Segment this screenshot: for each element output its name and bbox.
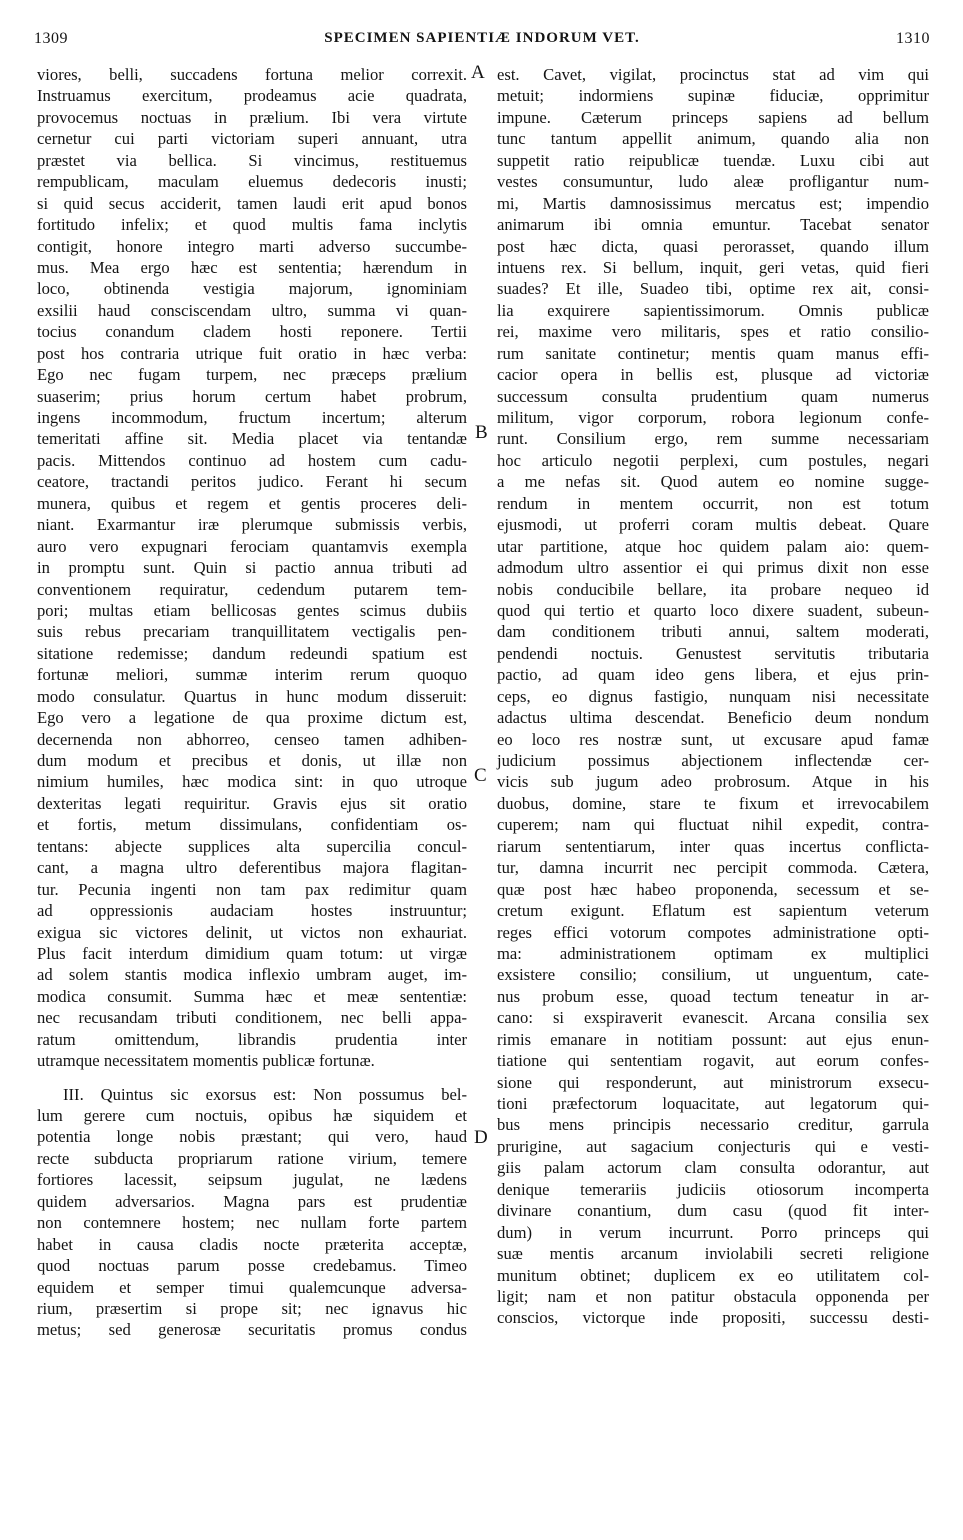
text-line: divinare conantium, dum casu (quod fit inter- <box>497 1201 929 1221</box>
text-line: rei, maxime vero militaris, spes et ratio consilio- <box>497 322 929 342</box>
text-line: exigua sic victores delinit, ut victos non exhauriat. <box>37 922 467 942</box>
text-line: fortiores lacessit, seipsum jugulat, ne lædens <box>37 1170 467 1190</box>
text-line: tentans: abjecte supplices alta supercilia concul- <box>37 836 467 856</box>
text-line: decernenda non abhorreo, censeo tamen adhiben- <box>37 729 467 749</box>
text-line: quod qui tertio et quarto loco dixere suadent, subeun- <box>497 600 929 620</box>
text-line: modica consumit. Summa hæc et meæ sententiæ: <box>37 986 467 1006</box>
text-line: mus. Mea ergo hæc est sententia; hærendum in <box>37 257 467 277</box>
text-line: lum gerere cum noctuis, opibus hæ siquidem et <box>37 1106 467 1125</box>
text-line: utar partitione, atque hoc quidem palam aio: quem- <box>497 536 929 556</box>
text-line: conscios, victorque inde propositi, successu desti- <box>497 1308 929 1328</box>
text-line: nus probum esse, quoad tectum teneatur in ar- <box>497 986 929 1006</box>
left-text-column <box>37 64 467 1341</box>
text-line: reges effici votorum compotes administratione opti- <box>497 922 929 942</box>
text-line: in promptu sunt. Quin si pactio annua tributi ad <box>37 558 467 578</box>
text-line: Plus facit interdum dimidium quam totum: ut virgæ <box>37 943 467 963</box>
text-line: cacior opera in bellis est, plusque ad victoriæ <box>497 365 929 385</box>
text-line: dexteritas legati requiritur. Gravis ejus sit oratio <box>37 793 467 813</box>
text-line: contigit, honore integro marti adverso succumbe- <box>37 236 467 256</box>
text-line: pendendi noctuis. Genustest servitutis tributaria <box>497 643 929 663</box>
page-number-right: 1310 <box>896 30 930 47</box>
text-line: militum, vigor corporum, robora legionum confe- <box>497 408 929 427</box>
text-line: lia exquirere sapientissimorum. Omnis publicæ <box>497 300 929 320</box>
text-line: ceps, eo dignus fastigio, nunquam nisi necessitate <box>497 686 929 706</box>
text-line: post hos contraria utrique fuit oratio in hæc verba: <box>37 343 467 363</box>
text-line: habet in causa cladis nocte præterita acceptæ, <box>37 1234 467 1254</box>
running-title: SPECIMEN SAPIENTIÆ INDORUM VET. <box>324 30 640 46</box>
text-line: exsilii haud consciscendam ultro, summa vi quan- <box>37 300 467 320</box>
text-line: III. Quintus sic exorsus est: Non possumus bel- <box>63 1084 467 1104</box>
text-line: suaserim; prius horum certum habet probrum, <box>37 386 467 406</box>
text-line: ad oppressionis audaciam hostes instruuntur; <box>37 901 467 921</box>
text-line: animarum ibi omnia emuntur. Tacebat senator <box>497 215 929 235</box>
text-line: ma: administrationem optimam ex multiplici <box>497 943 929 963</box>
text-line: si quid secus acciderit, tamen laudi erit apud bonos <box>37 193 467 213</box>
text-line: sitatione redemisse; dandum redeundi spatium est <box>37 643 467 663</box>
text-line: ingens incommodum, fructum incertum; alterum <box>37 408 467 427</box>
text-line: fortunæ meliori, summæ interim rerum quoquo <box>37 665 467 685</box>
text-line: impune. Cæterum princeps sapiens ad bellum <box>497 107 929 127</box>
text-line: post hæc dicta, quasi perorasset, quando illum <box>497 236 929 256</box>
text-line: hoc articulo negotii perplexi, cum postules, negari <box>497 450 929 470</box>
text-line: vicis sub jugum adeo probrosum. Atque in his <box>497 772 929 792</box>
text-line: modo consulatur. Quartus in hunc modum disseruit: <box>37 686 467 706</box>
text-line: recte subducta propriarum ratione virium, temere <box>37 1148 467 1168</box>
text-line: est. Cavet, vigilat, procinctus stat ad vim qui <box>497 65 929 84</box>
text-line: cant, a magna ultro deferentibus majora flagitan- <box>37 858 467 878</box>
text-line: suæ mentis arcanum inviolabili secreti religione <box>497 1244 929 1264</box>
text-line: metuit; indormiens supinæ fiduciæ, opprimitur <box>497 86 929 106</box>
text-line: exsistere consilio; consilium, ut unguentum, cate- <box>497 965 929 985</box>
text-line: admodum ultro assentior ei qui primus dixit non esse <box>497 558 929 578</box>
text-line: præstet via bellica. Si vincimus, restituemus <box>37 150 467 170</box>
text-line: rempublicam, maculam eluemus dedecoris inusti; <box>37 172 467 192</box>
text-line: tunc tantum appellit animum, quando alia non <box>497 129 929 149</box>
text-line: ceatore, tractandi peritos judico. Ferant hi secum <box>37 472 467 492</box>
text-line: metus; sed generosæ securitatis promus condus <box>37 1320 467 1340</box>
text-line: rium, præsertim si prope sit; nec ignavus hic <box>37 1298 467 1318</box>
text-line: potentia longe nobis præstant; qui vero, haud <box>37 1127 467 1147</box>
text-line: equidem et semper timui qualemcunque adversa- <box>37 1277 467 1297</box>
text-line: nimium humiles, hæc modica sint: in quo utroque <box>37 772 467 792</box>
text-line: cretum exigunt. Eflatum est sapientum veterum <box>497 901 929 921</box>
text-line: bus mens principis necessario creditur, garrula <box>497 1115 929 1135</box>
text-line: cuperem; nam qui fluctuat nihil expedit, contra- <box>497 815 929 835</box>
text-line: conventionem requiratur, cedendum putarem tem- <box>37 579 467 599</box>
text-line: dum) in verum incurrunt. Porro princeps qui <box>497 1222 929 1242</box>
text-line: cernetur cui parti victoriam superi annuant, utra <box>37 129 467 149</box>
text-line: suis rebus precariam tranquillitatem vectigalis pen- <box>37 622 467 642</box>
text-line: nec recusandam tributi conditionem, nec belli appa- <box>37 1008 467 1028</box>
text-line: prurigine, aut sagacium conjecturis qui e vesti- <box>497 1136 929 1156</box>
text-line: a me nefas sit. Quod autem eo nomine sugge- <box>497 472 929 492</box>
text-line: tioni præfectorum loquacitate, aut legatorum qui- <box>497 1094 929 1113</box>
text-line: suades? Et ille, Suadeo tibi, optime rex ait, consi- <box>497 279 929 299</box>
right-text-column <box>497 64 929 1329</box>
text-line: vestes consumuntur, ludo aleæ profligantur num- <box>497 172 929 192</box>
text-line: loco, obtinenda vestigia majorum, ignominiam <box>37 279 467 299</box>
text-line <box>37 1072 467 1084</box>
text-line: runt. Consilium ergo, rem summe necessariam <box>497 429 929 449</box>
text-line: provocemus noctuas in prælium. Ibi vera virtute <box>37 107 467 127</box>
text-line: pacis. Mittendos continuo ad hostem cum cadu- <box>37 450 467 470</box>
text-line: temeritati affine sit. Media placet via tentandæ <box>37 429 467 449</box>
text-line: munera, quibus et regem et gentis proceres deli- <box>37 493 467 513</box>
text-line: tur, damna incurrit nec percipit commoda. Cætera, <box>497 858 929 878</box>
text-line: denique temerariis judiciis otiosorum incomperta <box>497 1179 929 1199</box>
text-line: riarum sententiarum, inter quas incertus conflicta- <box>497 836 929 856</box>
text-line: tocius conandum cladem hosti reponere. Tertii <box>37 322 467 342</box>
text-line: rum sanitate continetur; mentis quam manus effi- <box>497 343 929 363</box>
text-line: cano: si exspiraverit evanescit. Arcana consilia sex <box>497 1008 929 1028</box>
text-line: Ego vero a legatione de qua proxime dictum est, <box>37 708 467 728</box>
text-line: fortitudo infelix; et quod multis fama inclytis <box>37 215 467 235</box>
text-line: successum consulta prudentium quam numerus <box>497 386 929 406</box>
text-line: Ego nec fugam turpem, nec præceps prælium <box>37 365 467 385</box>
text-line: mi, Martis damnosissimus mercatus est; impendio <box>497 193 929 213</box>
text-line: Instruamus exercitum, prodeamus acie quadrata, <box>37 86 467 106</box>
text-line: eo loco res nostræ sunt, ut excusare apud famæ <box>497 729 929 749</box>
text-line: et fortis, metum dissimulans, confidentiam os- <box>37 815 467 835</box>
text-line: utramque necessitatem momentis publicæ fortunæ. <box>37 1051 375 1071</box>
margin-letter-b: B <box>475 422 488 443</box>
page-header <box>34 30 930 54</box>
margin-letter-a: A <box>471 62 485 83</box>
text-line: ligit; nam et non patitur obstacula opponenda per <box>497 1286 929 1306</box>
text-line: munitum obtinet; duplicem ex eo utilitatem col- <box>497 1265 929 1285</box>
text-line: ad solem stantis modica inflexio umbram auget, im- <box>37 965 467 985</box>
text-line: rimis emanare in notitiam possunt: aut ejus enun- <box>497 1029 929 1049</box>
text-line: nobis conducibile bellare, ita probare nequeo id <box>497 579 929 599</box>
text-line: dum modum et precibus et donis, ut illæ non <box>37 751 467 770</box>
text-line: quidem adversarios. Magna pars est prudentiæ <box>37 1191 467 1211</box>
margin-letter-d: D <box>474 1127 488 1148</box>
text-line: auro vero expugnari ferociam quantamvis exempla <box>37 536 467 556</box>
text-line: rendum in mentem occurrit, non est totum <box>497 493 929 513</box>
text-line: niant. Exarmantur iræ plerumque submissis verbis, <box>37 515 467 535</box>
text-line: quæ post hæc habeo proponenda, secessum et se- <box>497 879 929 899</box>
page-number-left: 1309 <box>34 30 68 47</box>
text-line: quod noctuas parum posse credebamus. Timeo <box>37 1256 467 1276</box>
text-line: intuens rex. Si bellum, inquit, geri vetas, quid fieri <box>497 257 929 277</box>
text-line: suppetit ratio reipublicæ tuendæ. Luxu cibi aut <box>497 150 929 170</box>
text-line: duobus, domine, stare te fixum et irrevocabilem <box>497 793 929 813</box>
text-line: giis palam actorum clam consulta odorantur, aut <box>497 1158 929 1178</box>
text-line: tiatione qui sententiam rogavit, aut eorum confes- <box>497 1051 929 1071</box>
text-line: tur. Pecunia ingenti non tam pax redimitur quam <box>37 879 467 899</box>
text-line: non contemnere hostem; nec nullam forte partem <box>37 1213 467 1233</box>
text-line: pori; multas etiam bellicosas gentes scimus dubiis <box>37 600 467 620</box>
text-line: judicium possimus abjectionem inflectendæ cer- <box>497 751 929 770</box>
margin-letter-c: C <box>474 765 487 786</box>
text-line: dam conditionem tributi annui, saltem moderati, <box>497 622 929 642</box>
text-line: ratum omittendum, librandis prudentia inter <box>37 1029 467 1049</box>
text-line: sione qui responderunt, aut ministrorum exsecu- <box>497 1072 929 1092</box>
text-line: pactio, ad quam ideo gens libera, et ejus prin- <box>497 665 929 685</box>
text-line: ejusmodi, ut proferri coram multis debeat. Quare <box>497 515 929 535</box>
text-line: viores, belli, succadens fortuna melior correxit. <box>37 65 467 84</box>
text-line: adactus ultima descendat. Beneficio deum nondum <box>497 708 929 728</box>
